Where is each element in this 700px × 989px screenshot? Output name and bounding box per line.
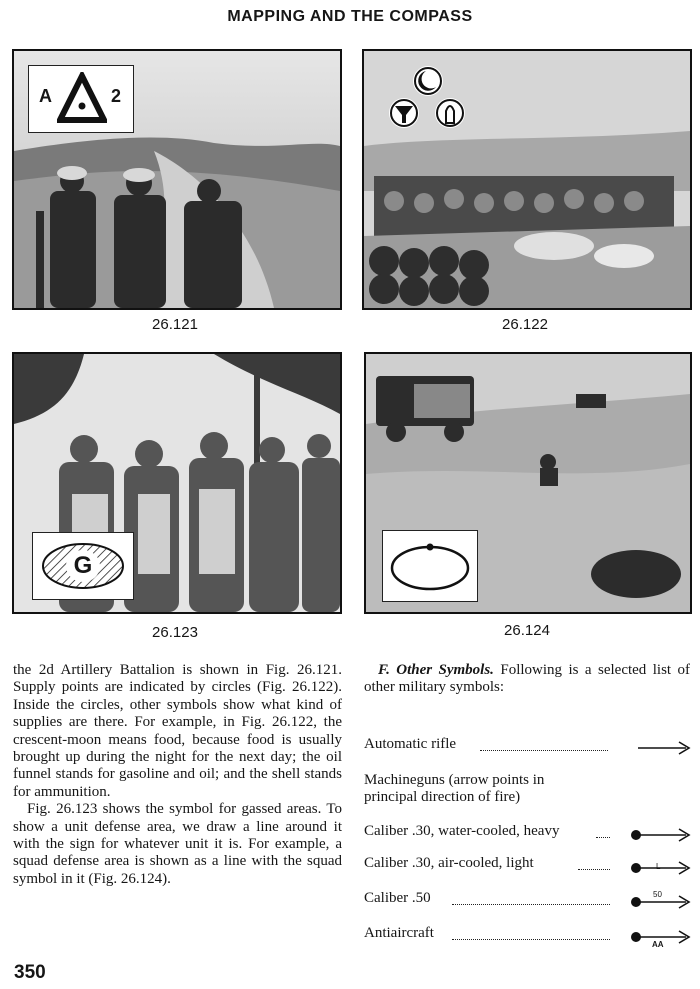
arrow-icon	[636, 739, 692, 757]
section-intro: Following is a selected list of other military symbols:	[364, 662, 690, 696]
leader-dots	[452, 939, 610, 940]
crescent-moon-icon	[413, 66, 443, 96]
figure-caption: 26.123	[152, 624, 198, 641]
symbol-mark: 50	[653, 890, 662, 899]
body-text-left	[13, 662, 342, 888]
machinegun-light-symbol	[628, 857, 692, 879]
photo-figure-26-124	[364, 352, 692, 614]
symbol-label-antiaircraft: Antiaircraft	[364, 925, 434, 941]
running-header: MAPPING AND THE COMPASS	[227, 8, 473, 25]
leader-dots	[452, 904, 610, 905]
leader-dots	[596, 837, 610, 838]
symbol-label-automatic-rifle: Automatic rifle	[364, 736, 457, 752]
unit-symbol-box	[28, 65, 134, 133]
figure-caption: 26.124	[504, 622, 550, 639]
photo-figure-26-122	[362, 49, 692, 310]
symbol-label-machineguns-note: principal direction of fire)	[364, 789, 521, 805]
section-title: F. Other Symbols.	[378, 662, 494, 678]
page-number: 350	[14, 962, 46, 983]
gassed-area-symbol-box	[32, 532, 134, 600]
paragraph: Fig. 26.123 shows the symbol for gassed areas. To show a unit defense area, we draw a line around it with the sign for whatever unit it is. For example, a squad defense area is shown as a line with the squad symbol in it (Fig. 26.124).	[13, 801, 342, 887]
figure-caption: 26.122	[502, 316, 548, 333]
oil-funnel-icon	[389, 98, 419, 128]
symbol-label-cal30-air-cooled: Caliber .30, air-cooled, light	[364, 855, 534, 871]
leader-dots	[578, 869, 610, 870]
triangle-dot-icon	[57, 72, 107, 124]
squad-defense-area-icon	[387, 537, 473, 595]
symbol-number: 2	[111, 86, 122, 106]
symbol-label-machineguns: Machineguns (arrow points in	[364, 772, 545, 788]
photo-figure-26-123	[12, 352, 342, 614]
body-text-right	[364, 662, 690, 697]
machinegun-heavy-icon	[628, 826, 692, 844]
leader-dots	[480, 750, 608, 751]
symbol-mark: L	[656, 862, 661, 871]
symbol-label-cal50: Caliber .50	[364, 890, 431, 906]
gassed-area-letter: G	[73, 552, 93, 579]
photo-figure-26-121	[12, 49, 342, 310]
squad-defense-symbol-box	[382, 530, 478, 602]
symbol-letter: A	[39, 86, 52, 106]
paragraph: the 2d Artillery Battalion is shown in Fig. 26.121. Supply points are indicated by circles (Fig. 26.122). Inside the circles, other symbols show what kind of supplies are there. For example, in Fig. 26.122, the crescent-moon means food, because food is usually brought up during the night for the next day; the oil funnel stands for gasoline and oil; and the shell stands for ammunition.	[13, 662, 342, 800]
symbol-mark: AA	[652, 940, 664, 949]
figure-caption: 26.121	[152, 316, 198, 333]
machinegun-antiaircraft-symbol	[628, 925, 692, 951]
supply-point-symbols	[386, 63, 466, 143]
symbol-label-cal30-water-cooled: Caliber .30, water-cooled, heavy	[364, 823, 560, 839]
shell-icon	[435, 98, 465, 128]
machinegun-cal50-symbol	[628, 890, 692, 912]
